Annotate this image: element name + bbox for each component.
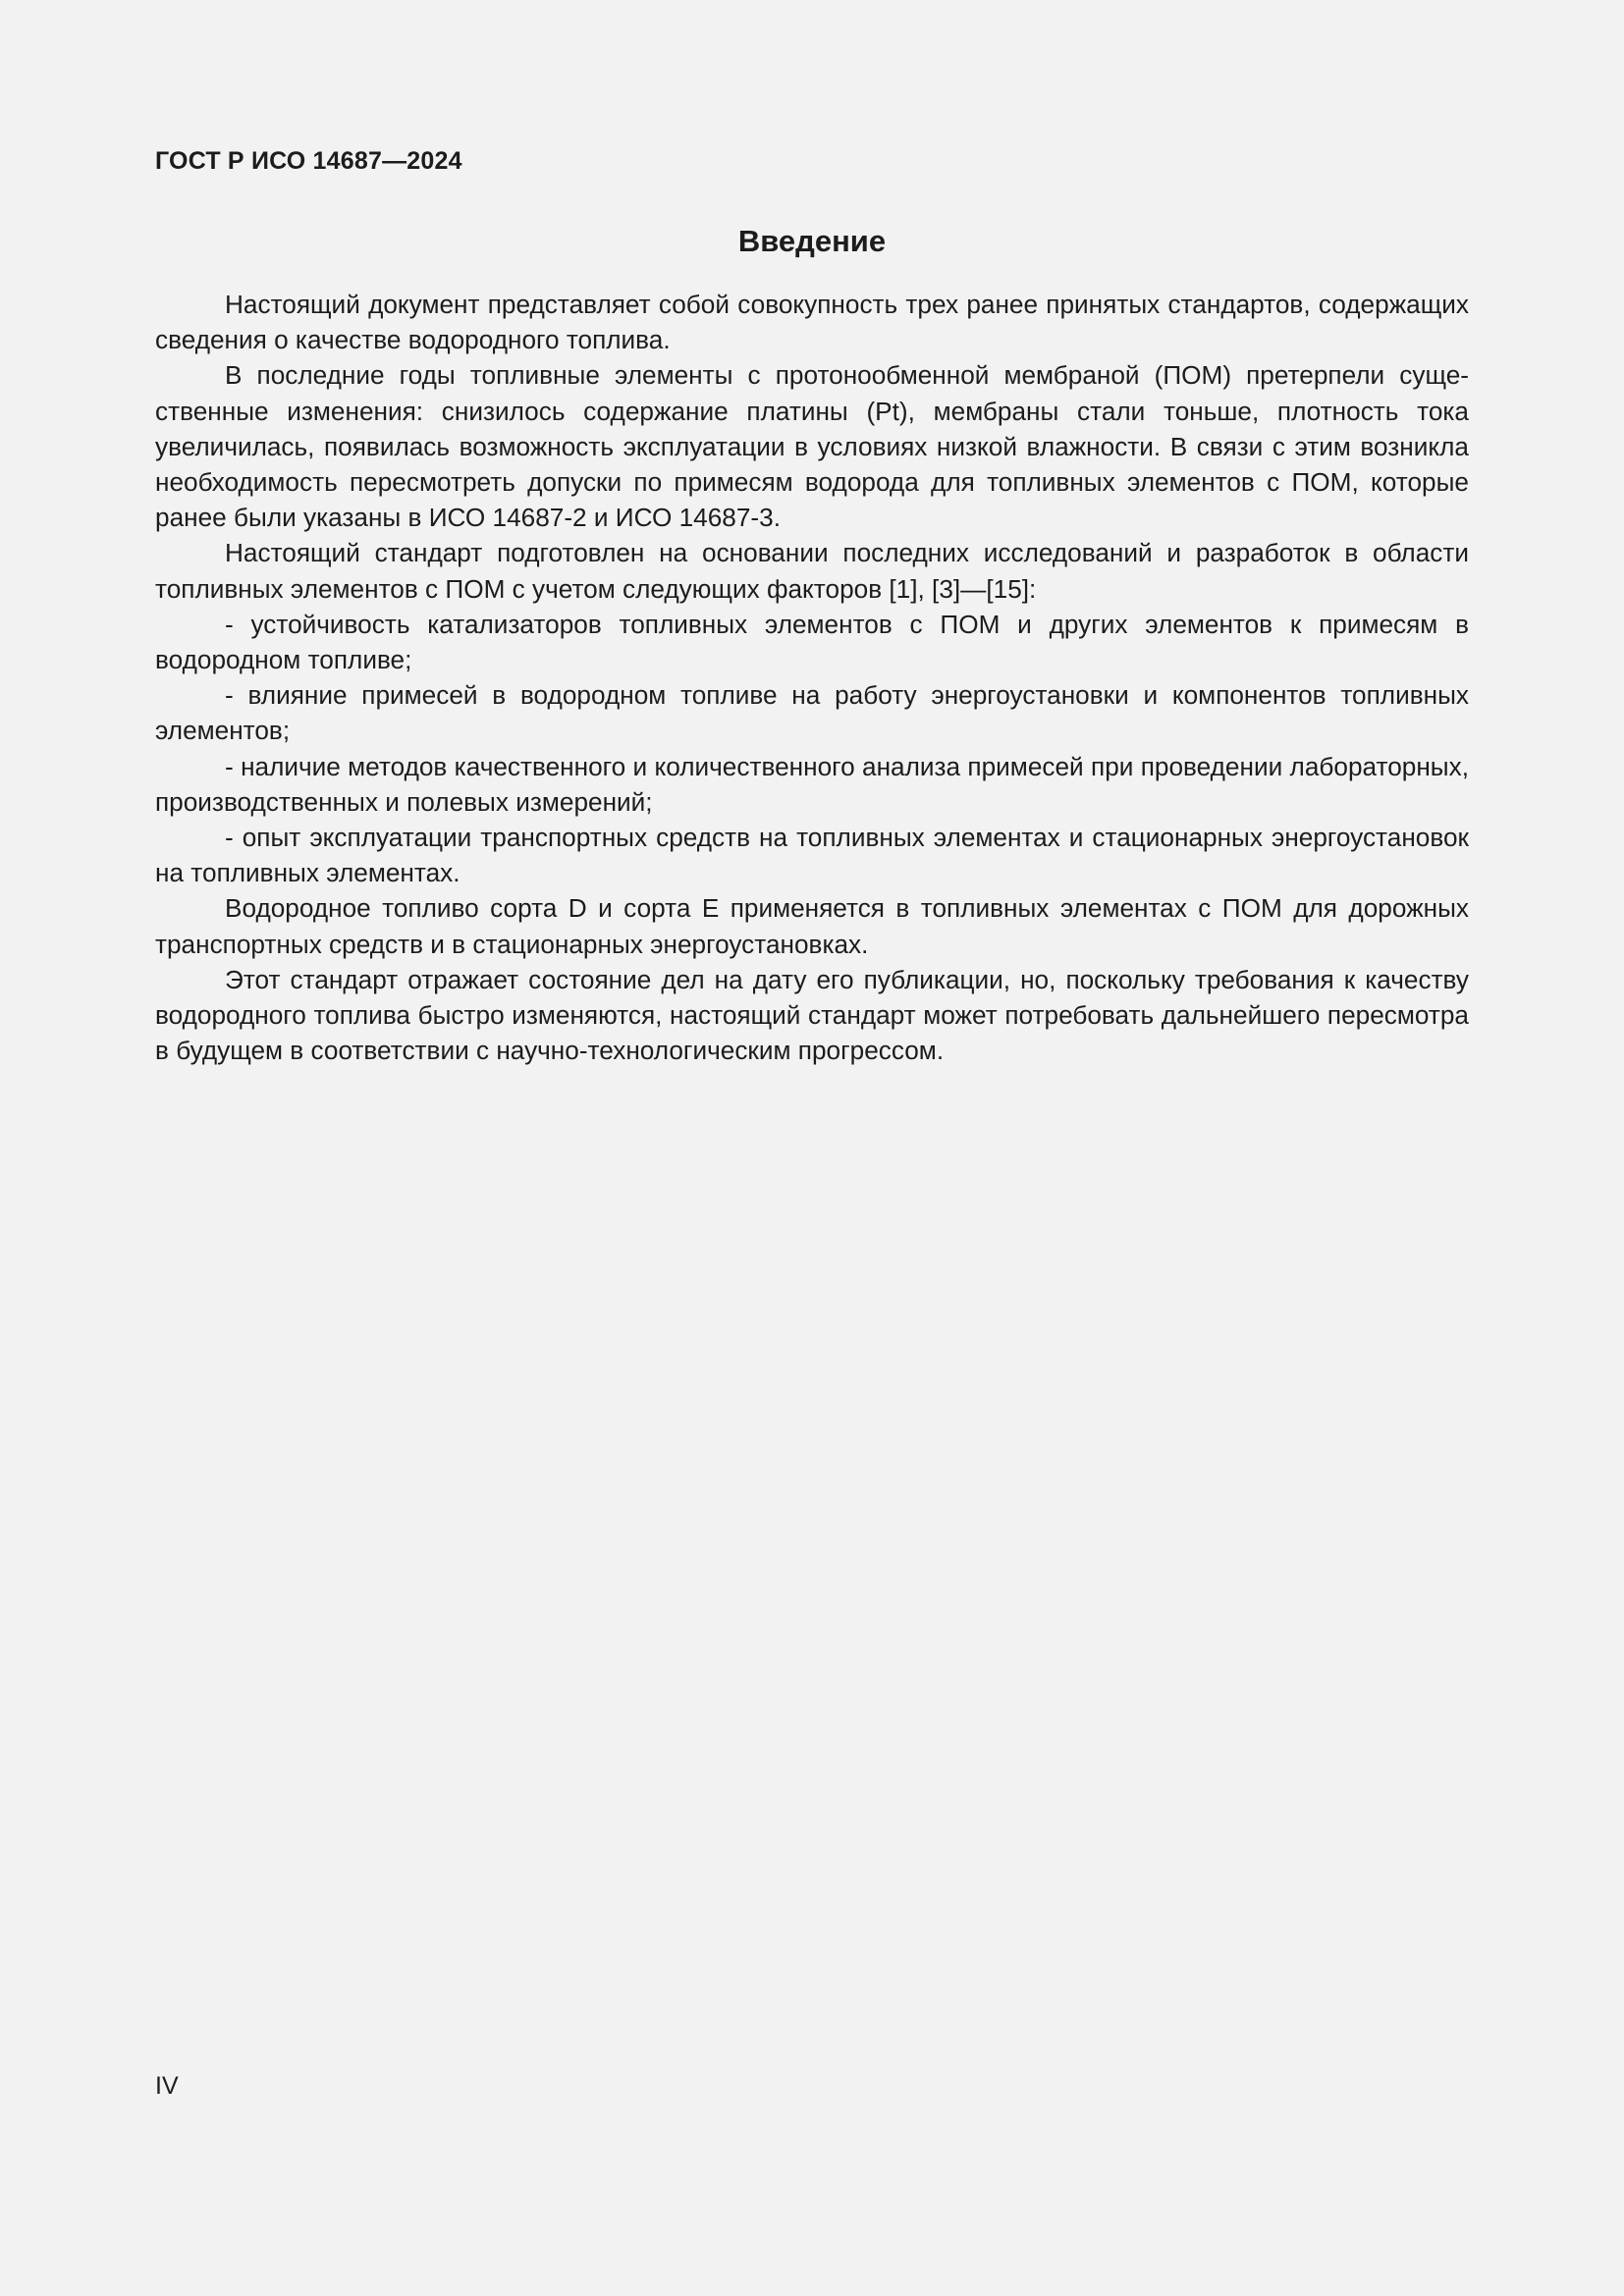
document-header: ГОСТ Р ИСО 14687—2024 (155, 147, 462, 175)
document-body (155, 287, 1469, 1068)
paragraph-basis: Настоящий стандарт подготовлен на основании последних исследований и разработок в области топливных элементов с ПОМ с учетом следующих факторов [1], [3]—[15]: (155, 538, 1469, 604)
section-title: Введение (737, 224, 887, 258)
list-item-analysis-methods: - наличие методов качественного и количественного анализа примесей при проведении лабораторных, производственных и полевых измерений; (155, 751, 1469, 817)
paragraph-intro: Настоящий документ представляет собой совокупность трех ранее принятых стандартов, содержащих сведения о качестве водородного топлива. (155, 290, 1469, 355)
paragraph-membrane-changes: В последние годы топливные элементы с протонообменной мембраной (ПОМ) претерпели существенные изменения: снизилось содержание платины (Pt), мембраны стали тоньше, плотность тока увеличилась, появилась возможность эксплуатации в условиях низкой влажности. В связи с этим возникла необходимость пересмотреть допуски по примесям водорода для топливных элементов с ПОМ, которые ранее были указаны в ИСО 14687-2 и ИСО 14687-3. (155, 360, 1469, 533)
paragraph-fuel-grades: Водородное топливо сорта D и сорта E применяется в топливных элементах с ПОМ для дорожных транспортных средств и в стационарных энергоустановках. (155, 893, 1469, 959)
list-item-catalyst-resistance: - устойчивость катализаторов топливных элементов с ПОМ и других элементов к примесям в водородном топливе; (155, 609, 1469, 675)
list-item-operating-experience: - опыт эксплуатации транспортных средств на топливных элементах и стационарных энергоустановок на топливных элементах. (155, 823, 1469, 888)
paragraph-revision: Этот стандарт отражает состояние дел на дату его публикации, но, поскольку требования к качеству водородного топлива быстро изменяются, настоящий стандарт может потребовать дальнейшего пересмотра в будущем в соответствии с научно-технологическим прогрессом. (155, 964, 1469, 1066)
list-item-impurity-influence: - влияние примесей в водородном топливе на работу энергоустановки и компонентов топливных элементов; (155, 680, 1469, 746)
page-number: IV (155, 2072, 179, 2100)
